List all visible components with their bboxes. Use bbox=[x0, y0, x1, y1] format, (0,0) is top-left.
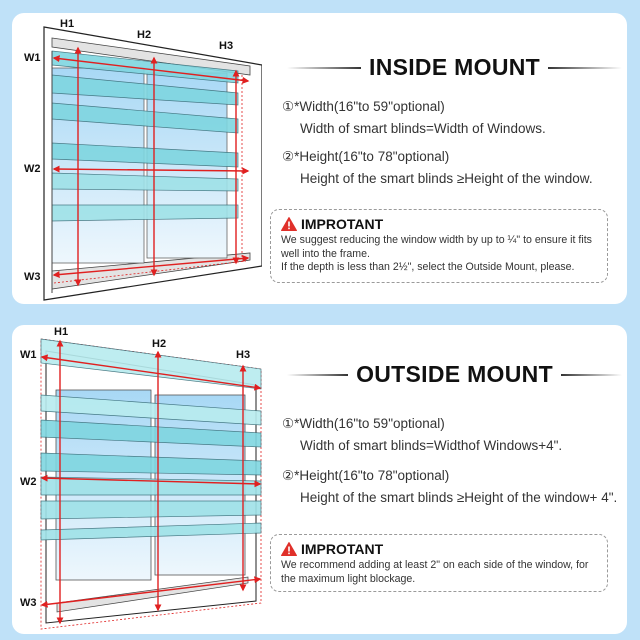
inside-height-spec bbox=[282, 148, 593, 188]
label-w2: W2 bbox=[20, 476, 37, 488]
outside-mount-card bbox=[12, 325, 627, 634]
label-w1: W1 bbox=[24, 52, 41, 64]
outside-height-head: ②*Height(16"to 78"optional) bbox=[282, 468, 450, 483]
warning-triangle-icon bbox=[281, 542, 297, 556]
inside-mount-window-diagram bbox=[12, 13, 262, 304]
label-h2: H2 bbox=[137, 29, 152, 41]
inside-width-head: ①*Width(16"to 59"optional) bbox=[282, 99, 445, 114]
inside-width-spec bbox=[282, 98, 546, 138]
label-h2: H2 bbox=[152, 338, 167, 350]
inside-note-line-2: If the depth is less than 2½", select the Outside Mount, please. bbox=[281, 261, 575, 273]
outside-important-note bbox=[270, 534, 608, 592]
outside-width-spec bbox=[282, 415, 562, 455]
outside-height-desc: Height of the smart blinds ≥Height of the window+ 4". bbox=[300, 490, 618, 505]
outside-width-desc: Width of smart blinds=Widthof Windows+4". bbox=[300, 438, 563, 453]
label-h3: H3 bbox=[236, 349, 251, 361]
label-w2: W2 bbox=[24, 163, 41, 175]
warning-triangle-icon bbox=[281, 217, 297, 231]
inside-important-note bbox=[270, 209, 608, 283]
heading-rule-left bbox=[287, 67, 361, 69]
heading-rule-right bbox=[548, 67, 622, 69]
inside-width-desc: Width of smart blinds=Width of Windows. bbox=[300, 121, 546, 136]
label-h1: H1 bbox=[54, 326, 69, 338]
outside-mount-window-diagram bbox=[12, 325, 272, 634]
inside-note-line-1: We suggest reducing the window width by up to ¼" to ensure it fits well into the frame. bbox=[281, 234, 592, 260]
label-h3: H3 bbox=[219, 40, 234, 52]
inside-height-desc: Height of the smart blinds ≥Height of the window. bbox=[300, 171, 593, 186]
heading-rule-left bbox=[287, 374, 348, 376]
inside-mount-card bbox=[12, 13, 627, 304]
label-w3: W3 bbox=[24, 271, 41, 283]
inside-mount-heading bbox=[287, 54, 622, 81]
outside-mount-heading bbox=[287, 361, 622, 388]
label-w1: W1 bbox=[20, 349, 37, 361]
outside-note-line-1: We recommend adding at least 2" on each side of the window, for the maximum light blockage. bbox=[281, 559, 589, 585]
outside-note-title: IMPROTANT bbox=[301, 541, 384, 557]
label-w3: W3 bbox=[20, 597, 37, 609]
heading-rule-right bbox=[561, 374, 622, 376]
outside-height-spec bbox=[282, 467, 617, 507]
inside-height-head: ②*Height(16"to 78"optional) bbox=[282, 149, 450, 164]
inside-mount-title: INSIDE MOUNT bbox=[369, 54, 540, 80]
inside-note-title: IMPROTANT bbox=[301, 216, 384, 232]
outside-mount-title: OUTSIDE MOUNT bbox=[356, 361, 553, 387]
label-h1: H1 bbox=[60, 18, 75, 30]
outside-width-head: ①*Width(16"to 59"optional) bbox=[282, 416, 445, 431]
